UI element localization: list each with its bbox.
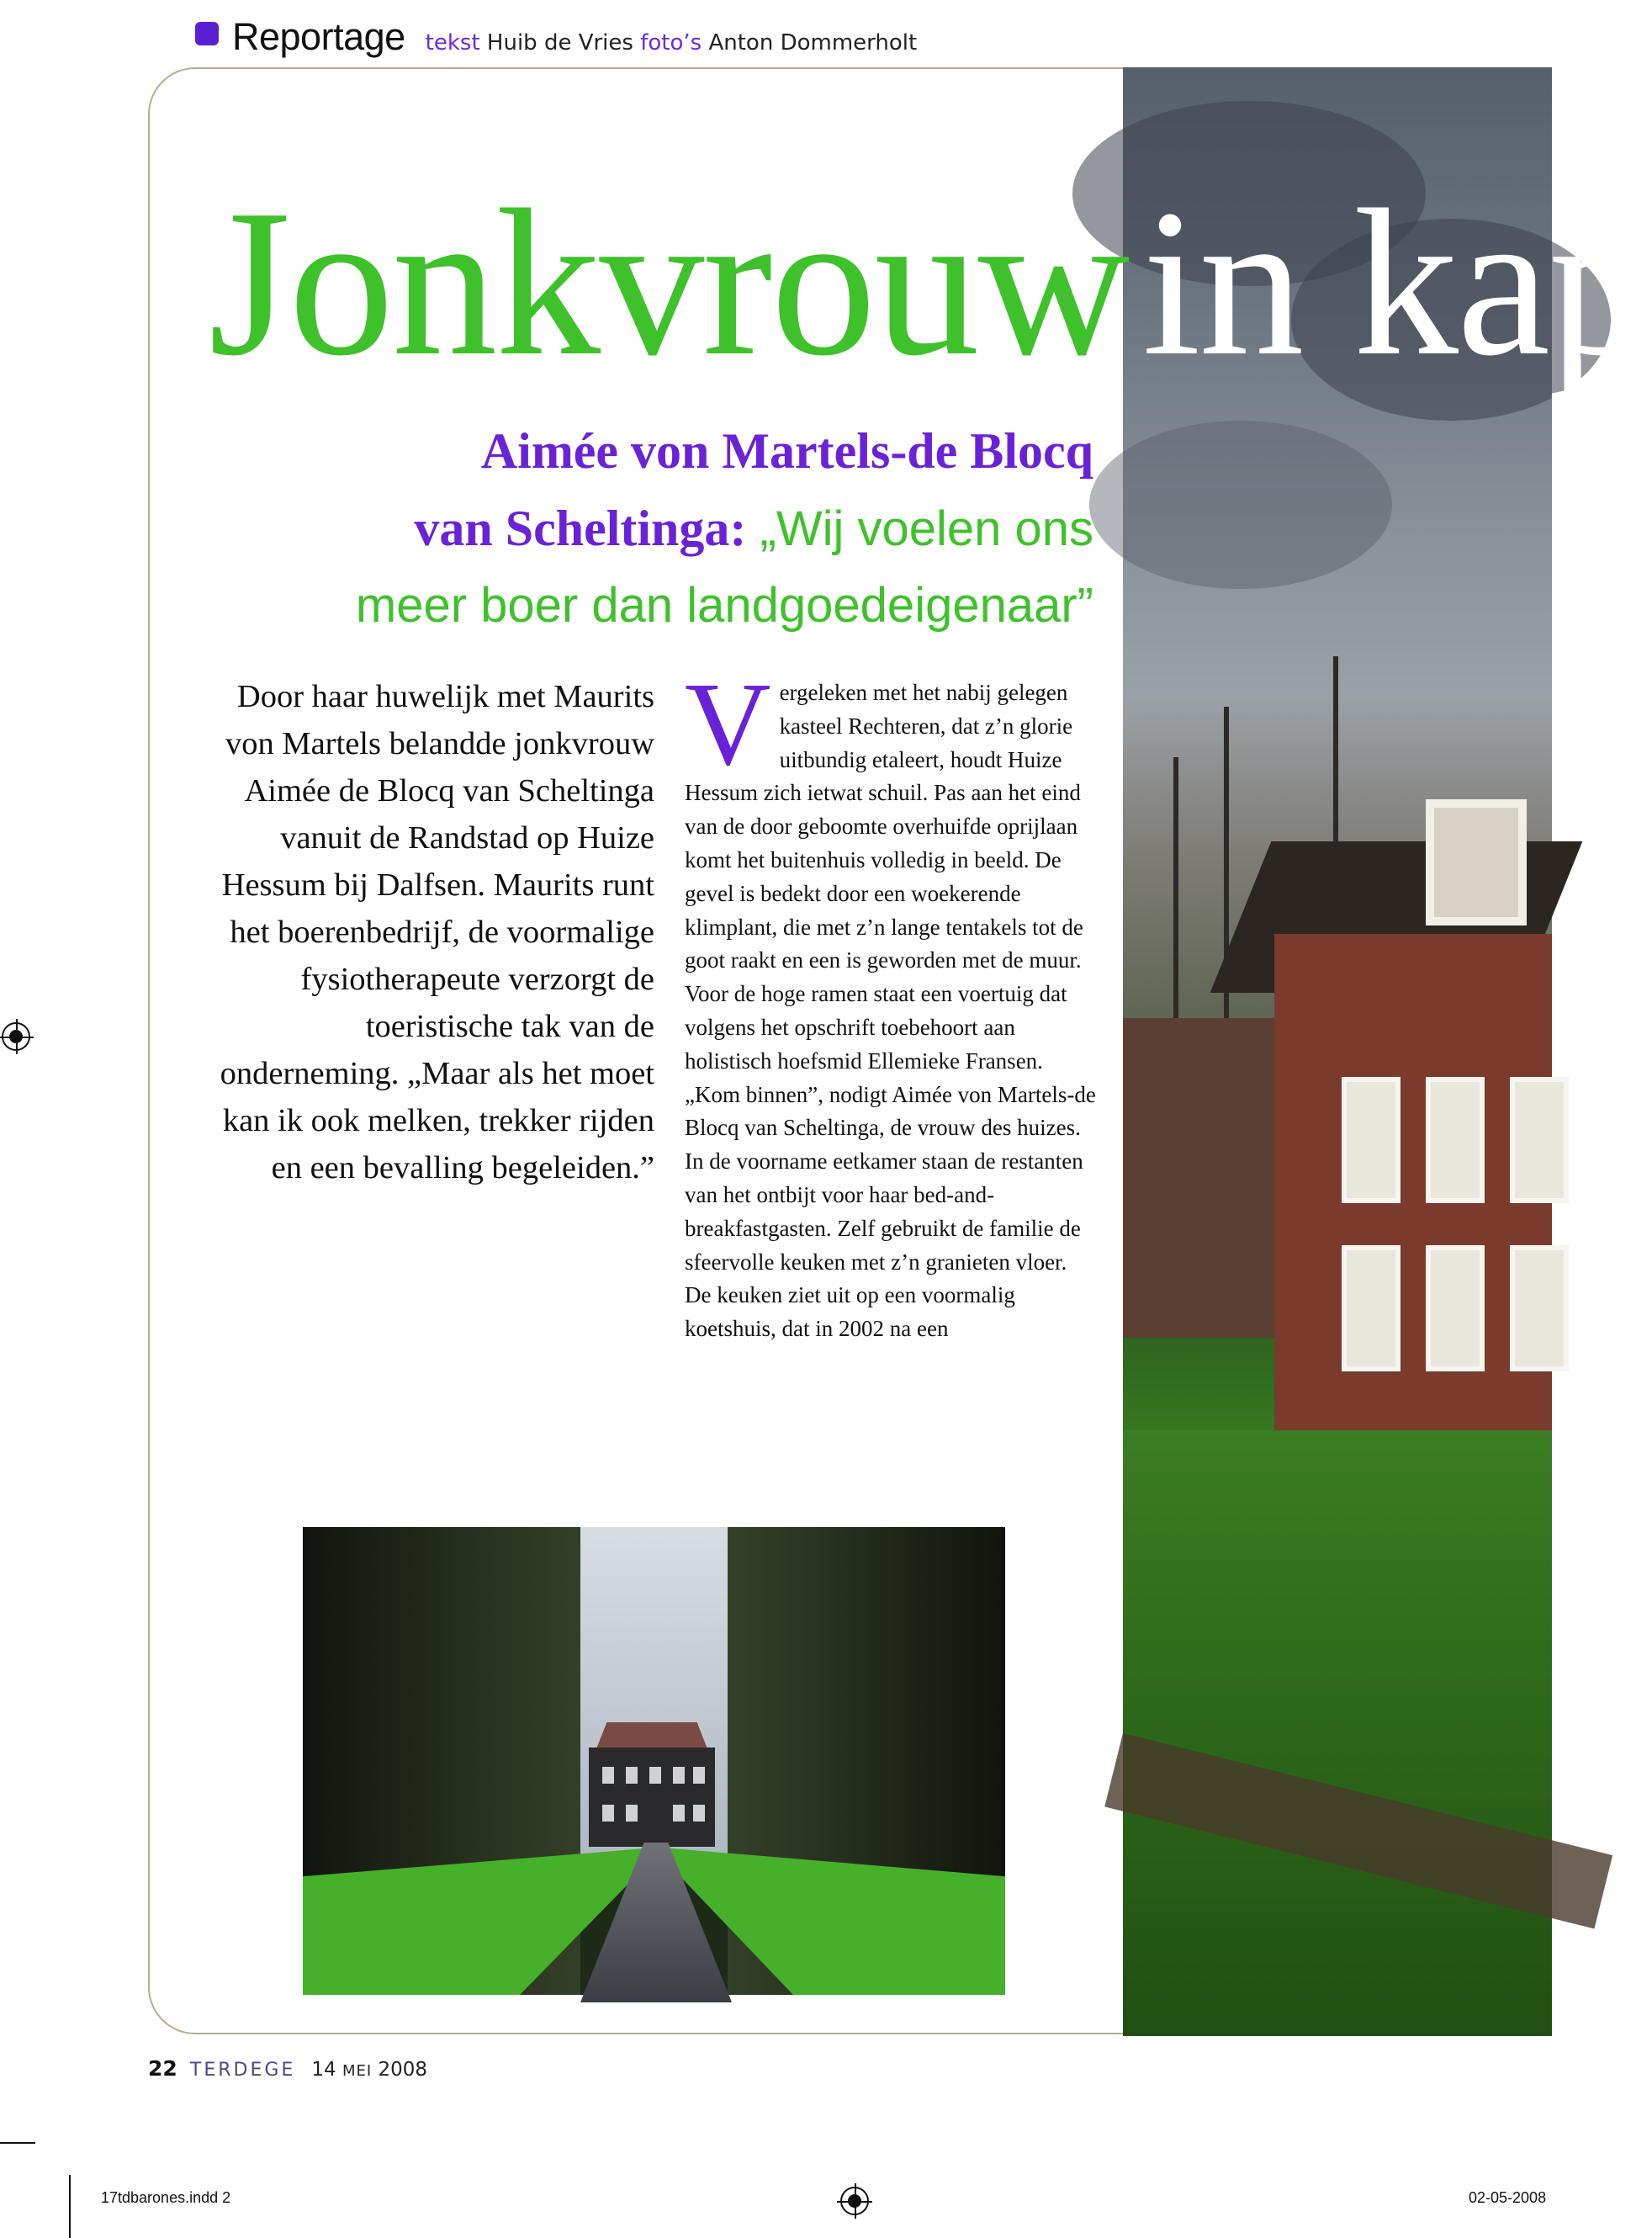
slug-date: 02-05-2008 bbox=[1469, 2189, 1547, 2206]
credits bbox=[426, 30, 918, 56]
article-subtitle bbox=[356, 419, 1093, 638]
issue-day: 14 bbox=[311, 2059, 336, 2081]
page-footer bbox=[148, 2056, 427, 2081]
crop-mark bbox=[69, 2175, 71, 2238]
subtitle-line-2-quote: „Wij voelen ons bbox=[746, 501, 1093, 556]
dormer-window bbox=[1426, 799, 1527, 925]
issue-year: 2008 bbox=[378, 2059, 428, 2081]
slug-filename: 17tdbarones.indd 2 bbox=[101, 2189, 231, 2206]
body-paragraph-1: ergeleken met het nabij gelegen kasteel Rechteren, dat z’n glorie uitbundig etaleert, houdt Huize Hessum zich ietwat schuil. Pas aan het eind van de door geboomte overhuifde oprijlaan komt het buitenhuis volledig in beeld. De gevel is bedekt door een woekerende klimplant, die met z’n lange tentakels tot de goot raakt en een is geworden met de muur. Voor de hoge ramen staat een voertuig dat volgens het opschrift toebehoort aan holistisch hoefsmid Ellemieke Fransen. „Kom binnen”, nodigt Aimée von Martels-de Blocq van Scheltinga, de vrouw des huizes. In de voorname eetkamer staan de restanten van het ontbijt voor haar bed-and-breakfastgasten. Zelf gebruikt de familie de sfeervolle keuken met z’n granieten vloer. bbox=[685, 680, 1096, 1275]
text-credit-author: Huib de Vries bbox=[486, 30, 633, 56]
title-white: in kap bbox=[1142, 167, 1652, 400]
subtitle-line-1: Aimée von Martels-de Blocq bbox=[480, 423, 1093, 479]
body-column bbox=[685, 657, 1097, 1346]
section-square-icon bbox=[195, 22, 219, 45]
registration-mark-icon bbox=[840, 2187, 869, 2215]
page-header bbox=[195, 15, 917, 57]
section-label: Reportage bbox=[232, 15, 405, 58]
issue-date bbox=[311, 2059, 427, 2081]
subtitle-line-3: meer boer dan landgoedeigenaar” bbox=[355, 578, 1093, 633]
manor-house bbox=[589, 1747, 715, 1847]
manor-roof bbox=[596, 1722, 708, 1751]
subtitle-line-2-bold: van Scheltinga: bbox=[414, 501, 747, 556]
driveway-photo bbox=[303, 1527, 1005, 1995]
title-green: Jonkvrouw bbox=[209, 167, 1129, 400]
photo-credit-photographer: Anton Dommerholt bbox=[708, 30, 918, 56]
article-title bbox=[209, 167, 1652, 400]
lawn bbox=[1123, 1430, 1552, 2036]
intro-paragraph: Door haar huwelijk met Maurits von Martels belandde jonkvrouw Aimée de Blocq van Scheltinga vanuit de Randstad op Huize Hessum bij Dalfsen. Maurits runt het boerenbedrijf, de voormalige fysiotherapeute verzorgt de toeristische tak van de onderneming. „Maar als het moet kan ik ook melken, trekker rijden en een bevalling begeleiden.” bbox=[220, 679, 654, 1185]
text-credit-label: tekst bbox=[425, 30, 480, 56]
body-paragraph-2: De keuken ziet uit op een voormalig koetshuis, dat in 2002 na een bbox=[685, 1282, 1015, 1342]
drop-cap: V bbox=[685, 657, 771, 790]
magazine-name: TERDEGE bbox=[189, 2060, 296, 2081]
registration-mark-icon bbox=[2, 1022, 30, 1051]
photo-credit-label: foto’s bbox=[640, 30, 702, 56]
page-number: 22 bbox=[148, 2056, 177, 2081]
issue-month: MEI bbox=[342, 2062, 373, 2080]
shed bbox=[1123, 1018, 1291, 1338]
crop-mark bbox=[0, 2142, 35, 2144]
